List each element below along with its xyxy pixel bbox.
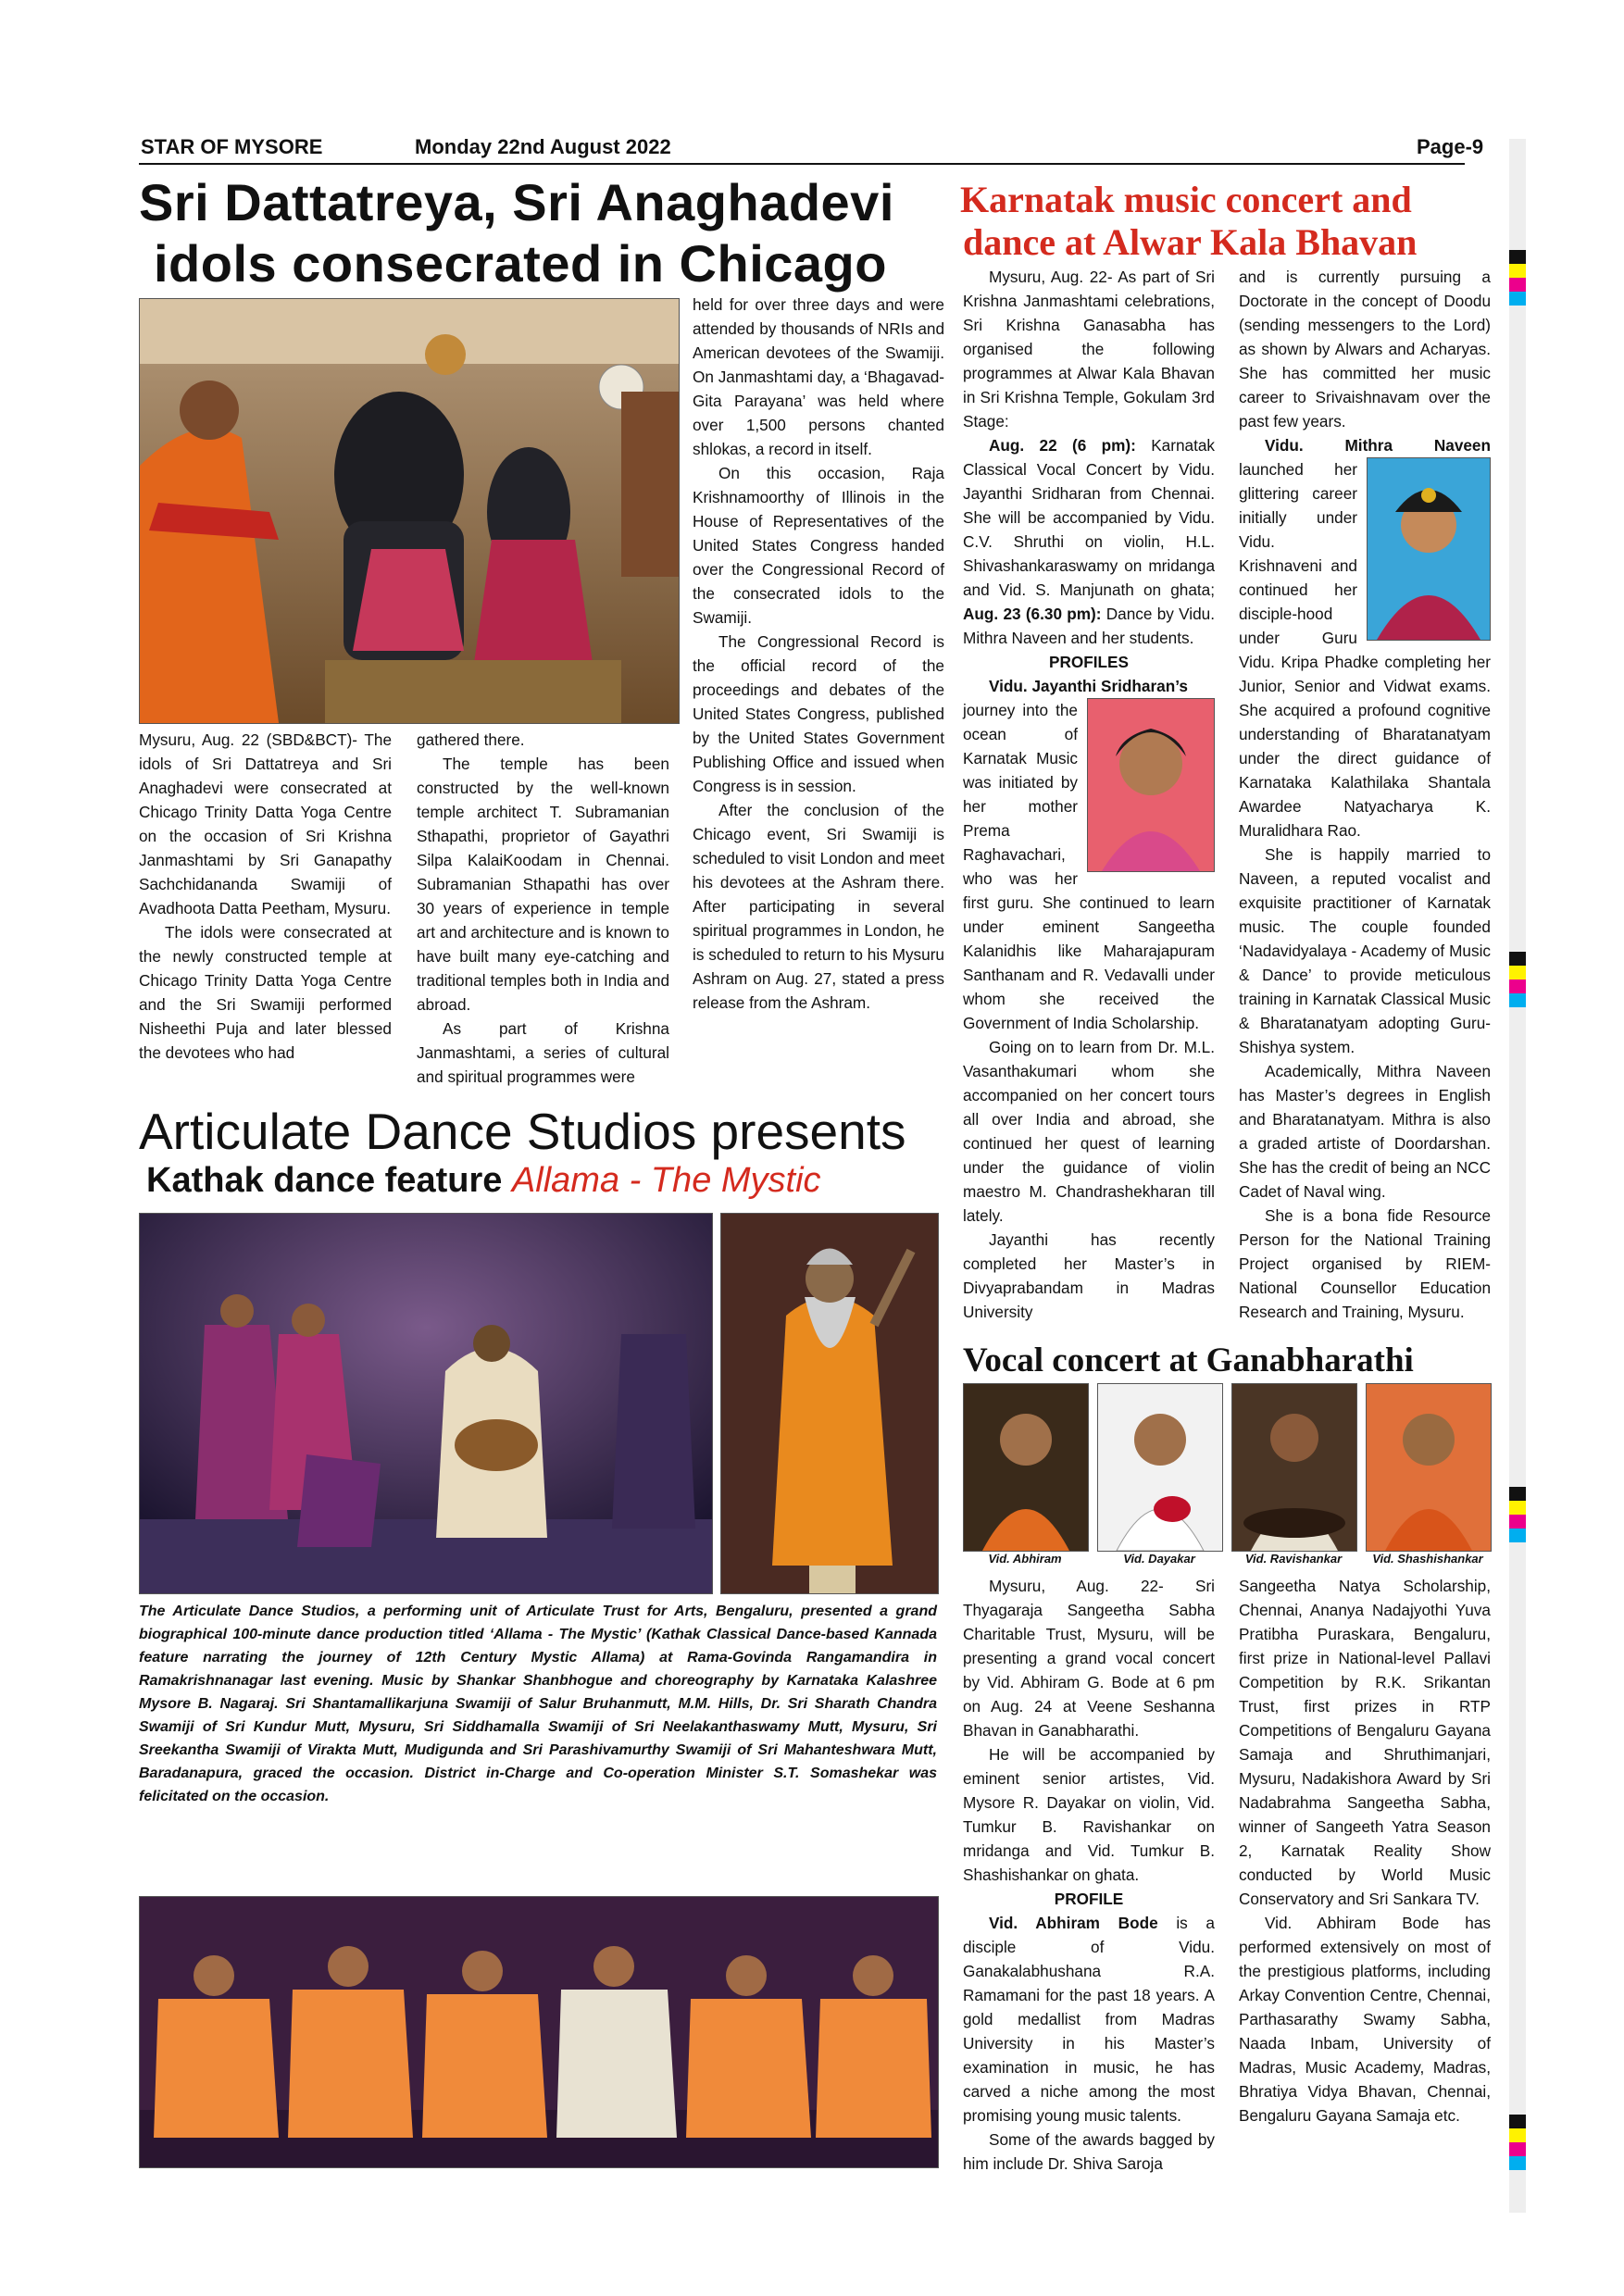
color-swatch: [1509, 250, 1526, 264]
article1-column-3: [693, 293, 944, 1015]
color-swatch: [1509, 952, 1526, 966]
portrait-dayakar: [1097, 1383, 1223, 1552]
color-swatch: [1509, 264, 1526, 278]
article3-headline-line1: Karnatak music concert and: [960, 179, 1412, 220]
headline-part: Kathak dance feature: [146, 1161, 512, 1200]
portrait-abhiram: [963, 1383, 1089, 1552]
paragraph: Some of the awards bagged by him include Dr. Shiva Saroja: [963, 2130, 1215, 2173]
article2-headline-line1: Articulate Dance Studios presents: [139, 1103, 906, 1160]
date-bold: Aug. 22 (6 pm):: [989, 436, 1136, 455]
article4-headline: Vocal concert at Ganabharathi: [963, 1341, 1414, 1379]
profiles-label: PROFILES: [1049, 653, 1129, 671]
portrait-label: Vid. Dayakar: [1123, 1552, 1195, 1566]
article1-column-1: [139, 728, 392, 1065]
article3-headline-line2: dance at Alwar Kala Bhavan: [963, 221, 1418, 263]
paragraph: journey into the ocean of Karnatak Music was initiated by her mother Prema Raghavachari, who was her first guru. She continued to learn under eminent Sangeetha Kalanidhis like Maharajapuram Santhanam and R. Vedavalli under whom she received the Government of India Scholarship.: [963, 701, 1215, 1032]
paragraph: As part of Krishna Janmashtami, a series of cultural and spiritual programmes were: [417, 1019, 669, 1086]
paragraph: and is currently pursuing a Doctorate in the concept of Doodu (sending messengers to the Lord) as shown by Alwars and Acharyas. She has committed her music career to Srivaishnavam over the past few years.: [1239, 268, 1491, 430]
portrait-label: Vid. Shashishankar: [1372, 1552, 1483, 1566]
article2-photo-dancers: [139, 1213, 713, 1594]
paragraph: On this occasion, Raja Krishnamoorthy of Illinois in the House of Representatives of the United States Congress handed over the Congressional Record of the consecrated idols to the Swamiji.: [693, 464, 944, 627]
paragraph: He will be accompanied by eminent senior artistes, Vid. Mysore R. Dayakar on violin, Vid. Tumkur B. Ravishankar on mridanga and Vid. Tumkur B. Shashishankar on ghata.: [963, 1745, 1215, 1884]
color-registration-marks: [1509, 952, 1526, 1007]
color-registration-marks: [1509, 250, 1526, 306]
right-margin-bar: [1509, 139, 1526, 2213]
color-swatch: [1509, 980, 1526, 993]
color-swatch: [1509, 278, 1526, 292]
header-rule: [139, 163, 1465, 165]
article1-headline-line2: idols consecrated in Chicago: [154, 234, 887, 293]
color-swatch: [1509, 1529, 1526, 1542]
paragraph: The temple has been constructed by the well-known temple architect T. Subramanian Sthapathi, proprietor of Gayathri Silpa KalaiKoodam in Chennai. Subramanian Sthapathi has over 30 years of experience in temple art and architecture and is known to have built many eye-catching and traditional temples both in India and abroad.: [417, 755, 669, 1014]
page-number: Page-9: [1417, 135, 1484, 158]
masthead-paper-name: STAR OF MYSORE: [141, 135, 323, 158]
text: Dance by Vidu. Mithra Naveen and her students.: [963, 605, 1215, 647]
name-bold: Vid. Abhiram Bode: [989, 1914, 1158, 1932]
paragraph: launched her glittering career initially under Vidu. Krishnaveni and continued her disciple-hood under Guru Vidu. Kripa Phadke completing her Junior, Senior and Vidwat exams. She acquired a profound cognitive understanding of Bharatanatyam under the direct guidance of Karnataka Kalathilaka Shantala Awardee Natyacharya K. Muralidhara Rao.: [1239, 460, 1491, 840]
guests-on-stage-illustration: [140, 1897, 938, 2167]
article3-column-1: [963, 265, 1215, 1324]
color-registration-marks: [1509, 2115, 1526, 2170]
color-swatch: [1509, 2115, 1526, 2128]
dayakar-portrait: [1098, 1384, 1222, 1551]
paragraph: Mysuru, Aug. 22- As part of Sri Krishna Janmashtami celebrations, Sri Krishna Ganasabha has organised the following programmes at Alwar Kala Bhavan in Sri Krishna Temple, Gokulam 3rd Stage:: [963, 268, 1215, 430]
article4-column-1: [963, 1574, 1215, 2176]
name-bold: Vidu. Jayanthi Sridharan’s: [989, 677, 1188, 695]
ravishankar-portrait: [1232, 1384, 1356, 1551]
paragraph: Jayanthi has recently completed her Master’s in Divyaprabandam in Madras University: [963, 1230, 1215, 1321]
name-bold: Vidu. Mithra Naveen: [1265, 436, 1491, 455]
color-swatch: [1509, 993, 1526, 1007]
shashishankar-portrait: [1367, 1384, 1491, 1551]
article1-column-2: [417, 728, 669, 1089]
mithra-portrait: [1368, 458, 1490, 640]
paragraph: [963, 674, 1215, 698]
portrait-ravishankar: [1231, 1383, 1357, 1552]
paragraph: She is happily married to Naveen, a reputed vocalist and exquisite practitioner of Karnatak music. The couple founded ‘Nadavidyalaya - Academy of Music & Dance’ to provide meticulous training in Karnatak Classical Music & Bharatanatyam adopting Guru-Shishya system.: [1239, 845, 1491, 1056]
portrait-label: Vid. Ravishankar: [1244, 1552, 1343, 1566]
article2-photo-allama: [720, 1213, 939, 1594]
article1-photo-idols: [139, 298, 680, 724]
paragraph: [1239, 433, 1491, 457]
idols-illustration: [140, 299, 679, 723]
color-swatch: [1509, 2156, 1526, 2170]
profile-label: PROFILE: [1054, 1890, 1124, 1908]
jayanthi-photo: [1087, 698, 1215, 872]
paragraph: gathered there.: [417, 730, 525, 749]
paragraph: The idols were consecrated at the newly constructed temple at Chicago Trinity Datta Yoga Centre and the Sri Swamiji performed Nisheethi Puja and later blessed the devotees who had: [139, 923, 392, 1062]
masthead-date: Monday 22nd August 2022: [415, 135, 671, 158]
color-swatch: [1509, 966, 1526, 980]
paragraph: held for over three days and were attended by thousands of NRIs and American devotees of the Swamiji. On Janmashtami day, a ‘Bhagavad-Gita Parayana’ was held where over 1,500 persons chanted shlokas, a record in itself.: [693, 295, 944, 458]
dance-stage-illustration: [140, 1214, 712, 1593]
paragraph: After the conclusion of the Chicago event, Sri Swamiji is scheduled to visit London and meet his devotees at the Ashram there. After participating in several spiritual programmes in London, he is scheduled to return to his Mysuru Ashram on Aug. 27, stated a press release from the Ashram.: [693, 801, 944, 1012]
portrait-label: Vid. Abhiram: [988, 1552, 1062, 1566]
allama-illustration: [721, 1214, 938, 1593]
article4-column-2: [1239, 1574, 1491, 2128]
text: Karnatak Classical Vocal Concert by Vidu. Jayanthi Sridharan from Chennai. She will be accompanied by Vidu. C.V. Shruthi on violin, H.L. Shivashankaraswamy on mridanga and Vid. S. Manjunath on ghata;: [963, 436, 1215, 599]
article3-column-2: [1239, 265, 1491, 1324]
color-registration-marks: [1509, 1487, 1526, 1542]
paragraph: [963, 433, 1215, 650]
date-bold: Aug. 23 (6.30 pm):: [963, 605, 1102, 623]
jayanthi-portrait: [1088, 699, 1214, 871]
paragraph: She is a bona fide Resource Person for the National Training Project organised by RIEM-National Counsellor Education Research and Training, Mysuru.: [1239, 1206, 1491, 1321]
paragraph: [963, 1911, 1215, 2128]
text: is a disciple of Vidu. Ganakalabhushana R.A. Ramamani for the past 18 years. A gold medallist from Madras University in his Master’s examination in music, he has carved a niche among the most promising young music talents.: [963, 1914, 1215, 2125]
article2-caption: The Articulate Dance Studios, a performing unit of Articulate Trust for Arts, Bengaluru, presented a grand biographical 100-minute dance production titled ‘Allama - The Mystic’ (Kathak Classical Dance-based Kannada feature narrating the journey of 12th Century Mystic Allama) at Rama-Govinda Rangamandira in Ramakrishnanagar last evening. Music by Shankar Shanbhogue and choreography by Karnataka Kalashree Mysore B. Nagaraj. Sri Shantamallikarjuna Swamiji of Salur Bruhanmutt, M.M. Hills, Dr. Sri Sharath Chandra Swamiji of Sri Kundur Mutt, Mysuru, Sri Siddhamalla Swamiji of Sri Neelakanthaswamy Mutt, Mysuru, Sri Sreekantha Swamiji of Virakta Mutt, Mudigunda and Sri Parashivamurthy Swamiji of Sri Mahanteshwara Mutt, Baradanapura, graced the occasion. District in-Charge and Co-operation Minister S.T. Somashekar was felicitated on the occasion.: [139, 1603, 937, 1804]
paragraph: Mysuru, Aug. 22 (SBD&BCT)- The idols of Sri Dattatreya and Sri Anaghadevi were consecrated at Chicago Trinity Datta Yoga Centre on the occasion of Sri Krishna Janmashtami by Sri Ganapathy Sachchidananda Swamiji of Avadhoota Datta Peetham, Mysuru.: [139, 730, 392, 917]
abhiram-portrait: [964, 1384, 1088, 1551]
color-swatch: [1509, 1487, 1526, 1501]
portrait-row: [963, 1383, 1491, 1566]
paragraph: Going on to learn from Dr. M.L. Vasanthakumari whom she accompanied on her concert tours all over India and abroad, she continued her quest of learning under the guidance of violin maestro M. Chandrashekharan till lately.: [963, 1038, 1215, 1225]
article2-photo-guests: [139, 1896, 939, 2168]
portrait-shashishankar: [1366, 1383, 1492, 1552]
paragraph: Sangeetha Natya Scholarship, Chennai, Ananya Nadajyothi Yuva Pratibha Puraskara, Bengaluru, first prize in National-level Pallavi Competition by R.K. Srikantan Trust, first prizes in RTP Competitions of Bengaluru Gayana Samaja and Shruthimanjari, Mysuru, Nadakishora Award by Sri Nadabrahma Sangeetha Sabha, winner of Sangeeth Yatra Season 2, Karnatak Reality Show conducted by World Music Conservatory and Sri Sankara TV.: [1239, 1577, 1491, 1908]
paragraph: Mysuru, Aug. 22- Sri Thyagaraja Sangeetha Sabha Charitable Trust, Mysuru, will be presenting a grand vocal concert by Vid. Abhiram G. Bode at 6 pm on Aug. 24 at Veene Seshanna Bhavan in Ganabharathi.: [963, 1577, 1215, 1740]
color-swatch: [1509, 292, 1526, 306]
color-swatch: [1509, 2128, 1526, 2142]
color-swatch: [1509, 1515, 1526, 1529]
paragraph: Academically, Mithra Naveen has Master’s degrees in English and Bharatanatyam. Mithra is also a graded artiste of Doordarshan. She has the credit of being an NCC Cadet of Naval wing.: [1239, 1062, 1491, 1201]
color-swatch: [1509, 2142, 1526, 2156]
color-swatch: [1509, 1501, 1526, 1515]
headline-title-part: Allama - The Mystic: [511, 1161, 821, 1200]
article2-headline-line2: [146, 1161, 821, 1201]
paragraph: Vid. Abhiram Bode has performed extensively on most of the prestigious platforms, including Arkay Convention Centre, Chennai, Parthasarathy Swamy Sabha, Naada Inbam, University of Madras, Music Academy, Madras, Bhratiya Vidya Bhavan, Chennai, Bengaluru Gayana Samaja etc.: [1239, 1914, 1491, 2125]
paragraph: The Congressional Record is the official record of the proceedings and debates of the United States Congress, published by the United States Government Publishing Office and issued when Congress is in session.: [693, 632, 944, 795]
article1-headline-line1: Sri Dattatreya, Sri Anaghadevi: [139, 173, 894, 231]
mithra-photo: [1367, 457, 1491, 641]
